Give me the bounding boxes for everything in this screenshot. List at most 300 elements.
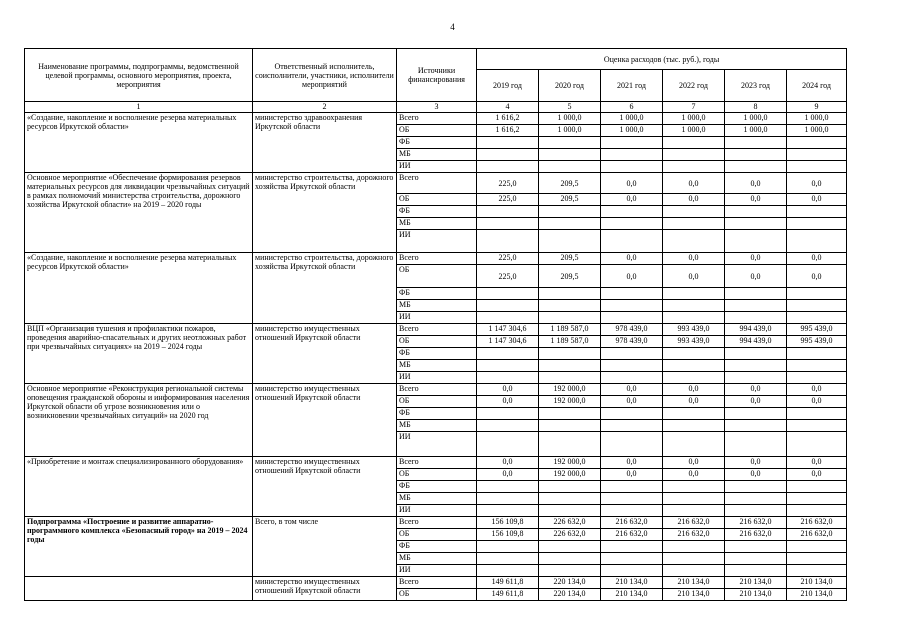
amount-cell: 225,0 <box>477 265 539 288</box>
table-row <box>25 324 847 336</box>
amount-cell: 1 147 304,6 <box>477 324 539 336</box>
amount-cell <box>787 565 847 577</box>
funding-source: МБ <box>397 149 477 161</box>
funding-source: ИИ <box>397 565 477 577</box>
amount-cell <box>725 206 787 218</box>
table-row <box>25 173 847 194</box>
amount-cell <box>477 348 539 360</box>
column-index: 6 <box>601 102 663 113</box>
amount-cell <box>725 312 787 324</box>
amount-cell <box>477 541 539 553</box>
amount-cell <box>725 541 787 553</box>
amount-cell <box>725 408 787 420</box>
amount-cell <box>539 481 601 493</box>
amount-cell: 0,0 <box>477 396 539 408</box>
amount-cell <box>787 493 847 505</box>
amount-cell <box>601 206 663 218</box>
item-executor: министерство имущественных отношений Иркутской области <box>253 384 397 457</box>
amount-cell: 0,0 <box>601 384 663 396</box>
amount-cell <box>787 161 847 173</box>
amount-cell <box>477 408 539 420</box>
amount-cell: 216 632,0 <box>787 529 847 541</box>
amount-cell: 0,0 <box>787 396 847 408</box>
amount-cell <box>477 360 539 372</box>
amount-cell: 149 611,8 <box>477 577 539 589</box>
amount-cell <box>725 288 787 300</box>
amount-cell <box>601 230 663 253</box>
amount-cell: 0,0 <box>725 396 787 408</box>
amount-cell: 0,0 <box>725 469 787 481</box>
amount-cell: 0,0 <box>601 194 663 206</box>
amount-cell: 0,0 <box>601 265 663 288</box>
amount-cell <box>663 312 725 324</box>
funding-source: ФБ <box>397 288 477 300</box>
amount-cell: 0,0 <box>477 457 539 469</box>
amount-cell: 1 000,0 <box>663 113 725 125</box>
amount-cell <box>787 372 847 384</box>
amount-cell <box>787 541 847 553</box>
amount-cell <box>725 300 787 312</box>
amount-cell <box>787 312 847 324</box>
amount-cell <box>663 493 725 505</box>
amount-cell <box>601 288 663 300</box>
funding-source: ОБ <box>397 469 477 481</box>
amount-cell <box>601 360 663 372</box>
amount-cell <box>663 432 725 457</box>
amount-cell: 0,0 <box>725 253 787 265</box>
amount-cell <box>663 300 725 312</box>
amount-cell: 1 000,0 <box>601 125 663 137</box>
amount-cell: 210 134,0 <box>663 589 725 601</box>
amount-cell: 1 000,0 <box>539 113 601 125</box>
amount-cell: 226 632,0 <box>539 529 601 541</box>
amount-cell: 0,0 <box>601 173 663 194</box>
amount-cell <box>477 565 539 577</box>
amount-cell: 995 439,0 <box>787 336 847 348</box>
amount-cell: 149 611,8 <box>477 589 539 601</box>
header-source: Источники финансирования <box>397 49 477 102</box>
amount-cell: 0,0 <box>787 265 847 288</box>
amount-cell <box>725 432 787 457</box>
amount-cell <box>601 408 663 420</box>
amount-cell: 209,5 <box>539 194 601 206</box>
amount-cell <box>539 348 601 360</box>
amount-cell: 0,0 <box>787 469 847 481</box>
funding-source: ФБ <box>397 348 477 360</box>
amount-cell <box>539 218 601 230</box>
funding-source: МБ <box>397 218 477 230</box>
amount-cell: 192 000,0 <box>539 396 601 408</box>
header-year: 2021 год <box>601 70 663 102</box>
funding-source: ИИ <box>397 230 477 253</box>
amount-cell <box>787 408 847 420</box>
amount-cell <box>539 553 601 565</box>
amount-cell: 0,0 <box>725 457 787 469</box>
budget-table <box>24 48 847 601</box>
amount-cell: 210 134,0 <box>787 577 847 589</box>
amount-cell: 220 134,0 <box>539 589 601 601</box>
amount-cell <box>787 288 847 300</box>
amount-cell: 210 134,0 <box>601 577 663 589</box>
amount-cell <box>539 372 601 384</box>
amount-cell <box>477 420 539 432</box>
amount-cell <box>601 300 663 312</box>
amount-cell: 210 134,0 <box>725 577 787 589</box>
table-row <box>25 517 847 529</box>
amount-cell: 995 439,0 <box>787 324 847 336</box>
table-row <box>25 577 847 589</box>
amount-cell: 216 632,0 <box>601 517 663 529</box>
amount-cell <box>477 372 539 384</box>
amount-cell: 1 616,2 <box>477 113 539 125</box>
amount-cell: 994 439,0 <box>725 336 787 348</box>
item-name: Основное мероприятие «Обеспечение формирования резервов материальных ресурсов для ликвидации чрезвычайных ситуаций в рамках полномочий министерства строительства, дорожного хозяйства Иркутской области» на 2019 – 2020 годы <box>25 173 253 253</box>
amount-cell: 993 439,0 <box>663 324 725 336</box>
amount-cell: 216 632,0 <box>725 529 787 541</box>
column-index: 1 <box>25 102 253 113</box>
header-executor: Ответственный исполнитель, соисполнители, участники, исполнители мероприятий <box>253 49 397 102</box>
amount-cell <box>663 137 725 149</box>
amount-cell <box>601 565 663 577</box>
table-row <box>25 457 847 469</box>
funding-source: Всего <box>397 113 477 125</box>
amount-cell: 0,0 <box>725 265 787 288</box>
amount-cell: 192 000,0 <box>539 384 601 396</box>
amount-cell: 225,0 <box>477 253 539 265</box>
amount-cell <box>787 300 847 312</box>
header-name: Наименование программы, подпрограммы, ведомственной целевой программы, основного мероприятия, проекта, мероприятия <box>25 49 253 102</box>
funding-source: Всего <box>397 324 477 336</box>
amount-cell: 0,0 <box>663 265 725 288</box>
amount-cell: 1 000,0 <box>601 113 663 125</box>
item-executor: министерство имущественных отношений Иркутской области <box>253 457 397 517</box>
amount-cell: 210 134,0 <box>725 589 787 601</box>
item-name <box>25 577 253 601</box>
amount-cell: 0,0 <box>787 457 847 469</box>
funding-source: ФБ <box>397 408 477 420</box>
amount-cell: 209,5 <box>539 265 601 288</box>
amount-cell <box>725 372 787 384</box>
amount-cell: 993 439,0 <box>663 336 725 348</box>
column-index: 7 <box>663 102 725 113</box>
table-row <box>25 253 847 265</box>
amount-cell: 0,0 <box>663 396 725 408</box>
funding-source: ОБ <box>397 529 477 541</box>
amount-cell <box>539 149 601 161</box>
column-index: 4 <box>477 102 539 113</box>
amount-cell: 192 000,0 <box>539 469 601 481</box>
amount-cell: 0,0 <box>663 173 725 194</box>
table-row <box>25 384 847 396</box>
amount-cell <box>477 432 539 457</box>
amount-cell <box>787 481 847 493</box>
item-name: «Создание, накопление и восполнение резерва материальных ресурсов Иркутской области» <box>25 253 253 324</box>
amount-cell: 0,0 <box>477 469 539 481</box>
column-index: 2 <box>253 102 397 113</box>
amount-cell <box>539 505 601 517</box>
amount-cell <box>663 420 725 432</box>
funding-source: ОБ <box>397 336 477 348</box>
amount-cell: 0,0 <box>663 194 725 206</box>
amount-cell: 0,0 <box>601 396 663 408</box>
header-year: 2022 год <box>663 70 725 102</box>
amount-cell <box>539 432 601 457</box>
amount-cell: 978 439,0 <box>601 324 663 336</box>
column-index: 3 <box>397 102 477 113</box>
amount-cell <box>663 348 725 360</box>
item-executor: министерство имущественных отношений Иркутской области <box>253 324 397 384</box>
amount-cell: 192 000,0 <box>539 457 601 469</box>
amount-cell: 216 632,0 <box>725 517 787 529</box>
amount-cell <box>725 505 787 517</box>
amount-cell <box>725 565 787 577</box>
amount-cell <box>601 505 663 517</box>
amount-cell <box>663 565 725 577</box>
amount-cell: 0,0 <box>477 384 539 396</box>
amount-cell: 226 632,0 <box>539 517 601 529</box>
funding-source: МБ <box>397 360 477 372</box>
amount-cell <box>477 300 539 312</box>
amount-cell <box>477 553 539 565</box>
amount-cell <box>787 432 847 457</box>
item-executor: министерство имущественных отношений Иркутской области <box>253 577 397 601</box>
amount-cell <box>725 149 787 161</box>
funding-source: ФБ <box>397 481 477 493</box>
amount-cell <box>725 348 787 360</box>
funding-source: ОБ <box>397 125 477 137</box>
amount-cell: 1 000,0 <box>725 125 787 137</box>
amount-cell <box>477 218 539 230</box>
amount-cell: 210 134,0 <box>663 577 725 589</box>
column-index: 8 <box>725 102 787 113</box>
amount-cell: 156 109,8 <box>477 517 539 529</box>
amount-cell <box>663 230 725 253</box>
table-row <box>25 113 847 125</box>
amount-cell: 1 616,2 <box>477 125 539 137</box>
amount-cell <box>477 312 539 324</box>
amount-cell: 0,0 <box>663 384 725 396</box>
item-executor: Всего, в том числе <box>253 517 397 577</box>
table-body <box>25 113 847 601</box>
item-name: «Создание, накопление и восполнение резерва материальных ресурсов Иркутской области» <box>25 113 253 173</box>
funding-source: МБ <box>397 300 477 312</box>
header-year: 2020 год <box>539 70 601 102</box>
amount-cell <box>539 206 601 218</box>
amount-cell <box>663 218 725 230</box>
amount-cell: 0,0 <box>601 253 663 265</box>
amount-cell <box>725 360 787 372</box>
amount-cell: 0,0 <box>787 194 847 206</box>
funding-source: Всего <box>397 253 477 265</box>
amount-cell <box>725 137 787 149</box>
amount-cell <box>539 493 601 505</box>
amount-cell <box>601 161 663 173</box>
amount-cell <box>477 505 539 517</box>
funding-source: Всего <box>397 384 477 396</box>
amount-cell: 225,0 <box>477 194 539 206</box>
amount-cell <box>725 161 787 173</box>
amount-cell: 994 439,0 <box>725 324 787 336</box>
amount-cell <box>663 372 725 384</box>
amount-cell <box>539 137 601 149</box>
amount-cell <box>787 206 847 218</box>
funding-source: ИИ <box>397 312 477 324</box>
funding-source: ИИ <box>397 161 477 173</box>
amount-cell: 0,0 <box>787 384 847 396</box>
amount-cell <box>787 553 847 565</box>
funding-source: ФБ <box>397 137 477 149</box>
amount-cell <box>725 420 787 432</box>
amount-cell <box>787 230 847 253</box>
amount-cell: 1 000,0 <box>539 125 601 137</box>
funding-source: ИИ <box>397 505 477 517</box>
amount-cell <box>725 493 787 505</box>
amount-cell <box>601 372 663 384</box>
amount-cell <box>601 553 663 565</box>
amount-cell: 216 632,0 <box>601 529 663 541</box>
item-name: Подпрограмма «Построение и развитие аппаратно-программного комплекса «Безопасный город» на 2019 – 2024 годы <box>25 517 253 577</box>
amount-cell: 0,0 <box>601 469 663 481</box>
column-index: 9 <box>787 102 847 113</box>
amount-cell: 225,0 <box>477 173 539 194</box>
amount-cell <box>601 432 663 457</box>
amount-cell: 1 189 587,0 <box>539 324 601 336</box>
amount-cell <box>601 420 663 432</box>
page-number: 4 <box>450 22 455 32</box>
amount-cell <box>539 408 601 420</box>
funding-source: Всего <box>397 457 477 469</box>
amount-cell <box>663 360 725 372</box>
amount-cell <box>477 288 539 300</box>
amount-cell <box>477 161 539 173</box>
header-year: 2023 год <box>725 70 787 102</box>
funding-source: МБ <box>397 553 477 565</box>
item-executor: министерство строительства, дорожного хозяйства Иркутской области <box>253 253 397 324</box>
funding-source: Всего <box>397 517 477 529</box>
amount-cell <box>539 360 601 372</box>
amount-cell: 0,0 <box>663 253 725 265</box>
funding-source: ОБ <box>397 194 477 206</box>
amount-cell <box>477 481 539 493</box>
amount-cell: 1 000,0 <box>725 113 787 125</box>
amount-cell <box>663 541 725 553</box>
amount-cell <box>601 541 663 553</box>
amount-cell <box>539 288 601 300</box>
amount-cell: 0,0 <box>663 457 725 469</box>
amount-cell <box>477 149 539 161</box>
amount-cell <box>601 481 663 493</box>
amount-cell <box>477 230 539 253</box>
amount-cell: 1 000,0 <box>787 113 847 125</box>
amount-cell: 216 632,0 <box>663 517 725 529</box>
column-index: 5 <box>539 102 601 113</box>
amount-cell <box>787 505 847 517</box>
amount-cell: 0,0 <box>663 469 725 481</box>
amount-cell <box>663 481 725 493</box>
amount-cell: 1 000,0 <box>787 125 847 137</box>
funding-source: ОБ <box>397 589 477 601</box>
amount-cell <box>601 149 663 161</box>
amount-cell <box>539 312 601 324</box>
amount-cell <box>787 420 847 432</box>
item-name: Основное мероприятие «Реконструкция региональной системы оповещения гражданской обороны и информирования населения Иркутской области об угрозе возникновения или о возникновении чрезвычайных ситуаций» на 2020 год <box>25 384 253 457</box>
amount-cell <box>539 230 601 253</box>
amount-cell <box>539 161 601 173</box>
amount-cell <box>787 360 847 372</box>
amount-cell: 216 632,0 <box>787 517 847 529</box>
amount-cell <box>601 493 663 505</box>
amount-cell <box>725 230 787 253</box>
funding-source: ИИ <box>397 432 477 457</box>
funding-source: Всего <box>397 173 477 194</box>
amount-cell: 216 632,0 <box>663 529 725 541</box>
header-year: 2019 год <box>477 70 539 102</box>
amount-cell: 209,5 <box>539 253 601 265</box>
amount-cell <box>663 206 725 218</box>
funding-source: ФБ <box>397 206 477 218</box>
amount-cell <box>539 541 601 553</box>
amount-cell: 0,0 <box>787 253 847 265</box>
funding-source: ОБ <box>397 265 477 288</box>
amount-cell: 1 000,0 <box>663 125 725 137</box>
funding-source: МБ <box>397 493 477 505</box>
amount-cell: 0,0 <box>601 457 663 469</box>
amount-cell <box>477 137 539 149</box>
amount-cell: 210 134,0 <box>601 589 663 601</box>
amount-cell <box>663 553 725 565</box>
funding-source: МБ <box>397 420 477 432</box>
amount-cell <box>663 161 725 173</box>
header-estimate: Оценка расходов (тыс. руб.), годы <box>477 49 847 70</box>
funding-source: ИИ <box>397 372 477 384</box>
amount-cell <box>663 149 725 161</box>
amount-cell <box>601 312 663 324</box>
amount-cell: 1 147 304,6 <box>477 336 539 348</box>
item-executor: министерство здравоохранения Иркутской области <box>253 113 397 173</box>
amount-cell <box>787 218 847 230</box>
amount-cell <box>539 565 601 577</box>
amount-cell: 210 134,0 <box>787 589 847 601</box>
header-year: 2024 год <box>787 70 847 102</box>
amount-cell <box>663 408 725 420</box>
item-name: ВЦП «Организация тушения и профилактики пожаров, проведения аварийно-спасательных и других неотложных работ при чрезвычайных ситуациях» на 2019 – 2024 годы <box>25 324 253 384</box>
amount-cell <box>787 149 847 161</box>
amount-cell <box>663 505 725 517</box>
amount-cell <box>725 553 787 565</box>
funding-source: ФБ <box>397 541 477 553</box>
amount-cell <box>477 206 539 218</box>
amount-cell: 0,0 <box>725 194 787 206</box>
amount-cell <box>663 288 725 300</box>
amount-cell: 0,0 <box>787 173 847 194</box>
amount-cell <box>539 420 601 432</box>
item-name: «Приобретение и монтаж специализированного оборудования» <box>25 457 253 517</box>
amount-cell <box>725 481 787 493</box>
amount-cell: 220 134,0 <box>539 577 601 589</box>
amount-cell <box>601 137 663 149</box>
amount-cell <box>787 137 847 149</box>
amount-cell <box>787 348 847 360</box>
amount-cell: 0,0 <box>725 384 787 396</box>
amount-cell: 0,0 <box>725 173 787 194</box>
amount-cell <box>601 348 663 360</box>
funding-source: Всего <box>397 577 477 589</box>
amount-cell <box>477 493 539 505</box>
amount-cell <box>725 218 787 230</box>
funding-source: ОБ <box>397 396 477 408</box>
amount-cell: 1 189 587,0 <box>539 336 601 348</box>
amount-cell <box>601 218 663 230</box>
